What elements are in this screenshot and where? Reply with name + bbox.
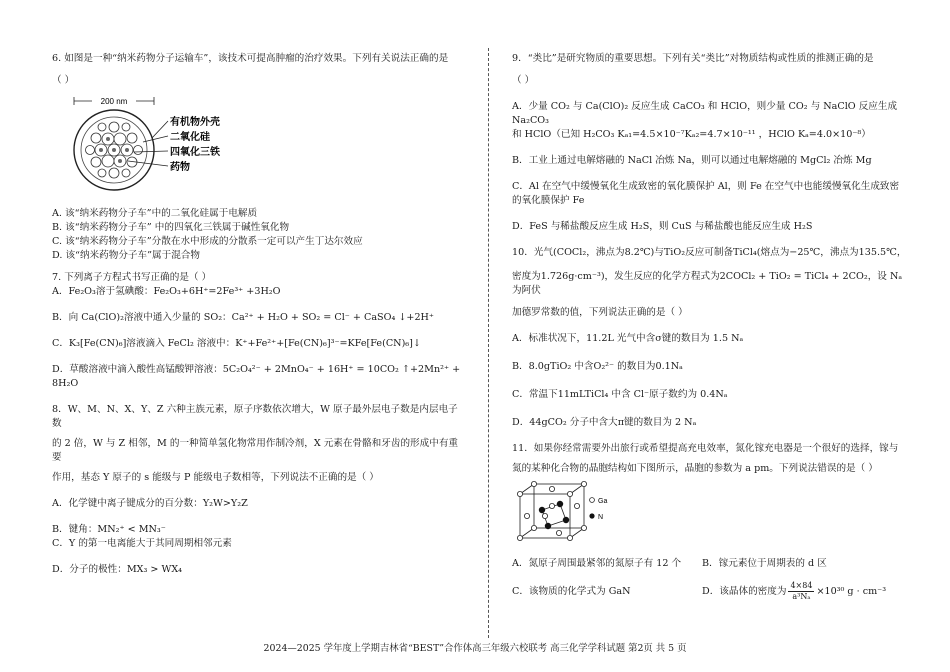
q8-option-c: C．Y 的第一电离能大于其同周期相邻元素 [52,538,232,549]
q7-option-b: B．向 Ca(ClO)₂溶液中通入少量的 SO₂：Ca²⁺ + H₂O + SO₂ = Cl⁻ + CaSO₄ ↓+2H⁺ [52,312,434,323]
question-9 [512,52,910,234]
density-numerator: 4×84 [790,581,813,590]
q9-option-a-1: A．少量 CO₂ 与 Ca(ClO)₂ 反应生成 CaCO₃ 和 HClO，则少量 CO₂ 与 NaClO 反应生成 Na₂CO₃ [512,101,898,126]
left-column [52,52,467,577]
column-divider [488,48,489,638]
q9-option-d: D．FeS 与稀盐酸反应生成 H₂S，则 CuS 与稀盐酸也能反应生成 H₂S [512,221,813,232]
question-9-stem: 9．“类比”是研究物质的重要思想。下列有关“类比”对物质结构或性质的推测正确的是 [512,53,874,64]
question-6-stem: 6. 如图是一种“纳米药物分子运输车”，该技术可提高肿瘤的治疗效果。下列有关说法正确的是 [52,53,449,64]
q11-option-d-label: D．该晶体的密度为 [702,585,787,597]
legend-ga: Ga [598,498,608,505]
q11-option-a: A．氮原子周围最紧邻的氮原子有 12 个 [512,558,682,569]
question-8-stem-2: 的 2 倍，W 与 Z 相邻，M 的一种简单氢化物常用作制冷剂，X 元素在骨骼和牙齿的形成中有重要 [52,438,459,463]
crystal-cell-figure [512,480,910,547]
legend-n: N [598,514,604,521]
question-10-stem-2: 密度为1.726g·cm⁻³)，发生反应的化学方程式为2COCl₂ + TiO₂ = TiCl₄ + 2CO₂，设 Nₐ 为阿伏 [512,271,903,296]
question-10-stem-1: 10．光气(COCl₂，沸点为8.2℃)与TiO₂反应可制备TiCl₄(熔点为−25℃，沸点为135.5℃， [512,247,907,258]
q10-option-a: A．标准状况下，11.2L 光气中含σ键的数目为 1.5 Nₐ [512,333,744,344]
question-6 [52,52,467,263]
q7-option-a: A．Fe₂O₃溶于氢碘酸：Fe₂O₃+6H⁺=2Fe³⁺ +3H₂O [52,286,281,297]
q9-option-c-2: 的氧化膜保护 Fe [512,195,585,206]
q10-option-d: D．44gCO₂ 分子中含大π键的数目为 2 Nₐ [512,417,697,428]
label-drug: 药物 [170,162,190,173]
q11-option-d [702,581,886,602]
question-8 [52,403,467,577]
q6-option-a: A. 该“纳米药物分子车”中的二氧化硅属于电解质 [52,208,258,219]
right-column [512,52,910,602]
nano-carrier-diagram [68,94,238,194]
question-10-stem-3: 加德罗常数的值，下列说法正确的是（ ） [512,307,688,318]
crystal-cell-diagram [512,480,632,542]
question-10 [512,246,910,430]
figure-dimension: 200 nm [100,97,128,106]
q9-option-c-1: C．Al 在空气中缓慢氧化生成致密的氧化膜保护 Al，则 Fe 在空气中也能缓慢氧化生成致密 [512,181,900,192]
question-11-stem-2: 氮的某种化合物的晶胞结构如下图所示，晶胞的参数为 a pm。下列说法错误的是（ ） [512,463,878,474]
q8-option-b: B．键角：MN₂⁺ < MN₃⁻ [52,524,166,535]
question-7 [52,271,467,391]
label-fe3o4: 四氧化三铁 [170,147,220,158]
q7-option-c: C．K₃[Fe(CN)₆]溶液滴入 FeCl₂ 溶液中：K⁺+Fe²⁺+[Fe(CN)₆]³⁻=KFe[Fe(CN)₆]↓ [52,338,421,349]
q11-option-b: B．镓元素位于周期表的 d 区 [702,558,827,569]
q9-option-b: B．工业上通过电解熔融的 NaCl 冶炼 Na，则可以通过电解熔融的 MgCl₂ 冶炼 Mg [512,155,872,166]
density-denominator: a³Nₐ [792,592,811,601]
question-6-paren: （ ） [52,75,75,86]
q11-options-row-2 [512,581,910,602]
q9-option-a-2: 和 HClO（已知 H₂CO₃ Kₐ₁=4.5×10⁻⁷Kₐ₂=4.7×10⁻¹¹ ，HClO Kₐ=4.0×10⁻⁸） [512,129,871,140]
q8-option-d: D．分子的极性：MX₃ > WX₄ [52,564,183,575]
nano-carrier-figure [68,94,467,199]
question-9-paren: （ ） [512,75,535,86]
label-silica: 二氧化硅 [170,132,210,143]
question-8-stem-1: 8．W、M、N、X、Y、Z 六种主族元素，原子序数依次增大，W 原子最外层电子数是内层电子数 [52,404,458,429]
density-tail: ×10³⁰ g · cm⁻³ [816,585,887,597]
q11-option-c: C．该物质的化学式为 GaN [512,585,631,597]
question-8-stem-3: 作用，基态 Y 原子的 s 能级与 P 能级电子数相等，下列说法不正确的是（ ） [52,472,379,483]
q6-option-d: D. 该“纳米药物分子车”属于混合物 [52,250,200,261]
question-7-stem: 7. 下列离子方程式书写正确的是（ ） [52,272,212,283]
q10-option-c: C．常温下11mLTiCl₄ 中含 Cl⁻原子数约为 0.4Nₐ [512,389,728,400]
q10-option-b: B．8.0gTiO₂ 中含O₂²⁻ 的数目为0.1Nₐ [512,361,683,372]
q6-option-b: B. 该“纳米药物分子车” 中的四氧化三铁属于碱性氧化物 [52,222,290,233]
question-11-stem-1: 11．如果你经常需要外出旅行或希望提高充电效率，氮化镓充电器是一个很好的选择，镓与 [512,443,899,454]
page-footer: 2024—2025 学年度上学期吉林省“BEST”合作体高三年级六校联考 高三化学学科试题 第2页 共 5 页 [263,643,687,654]
density-fraction [788,581,814,602]
q6-option-c: C. 该“纳米药物分子车”分散在水中形成的分散系一定可以产生丁达尔效应 [52,236,363,247]
q7-option-d: D．草酸溶液中滴入酸性高锰酸钾溶液：5C₂O₄²⁻ + 2MnO₄⁻ + 16H⁺ = 10CO₂ ↑+2Mn²⁺ + 8H₂O [52,364,461,389]
q11-options-row-1 [512,557,910,571]
q8-option-a: A．化学键中离子键成分的百分数：Y₂W>Y₂Z [52,498,248,509]
question-11 [512,442,910,602]
label-organic-shell: 有机物外壳 [170,117,220,128]
